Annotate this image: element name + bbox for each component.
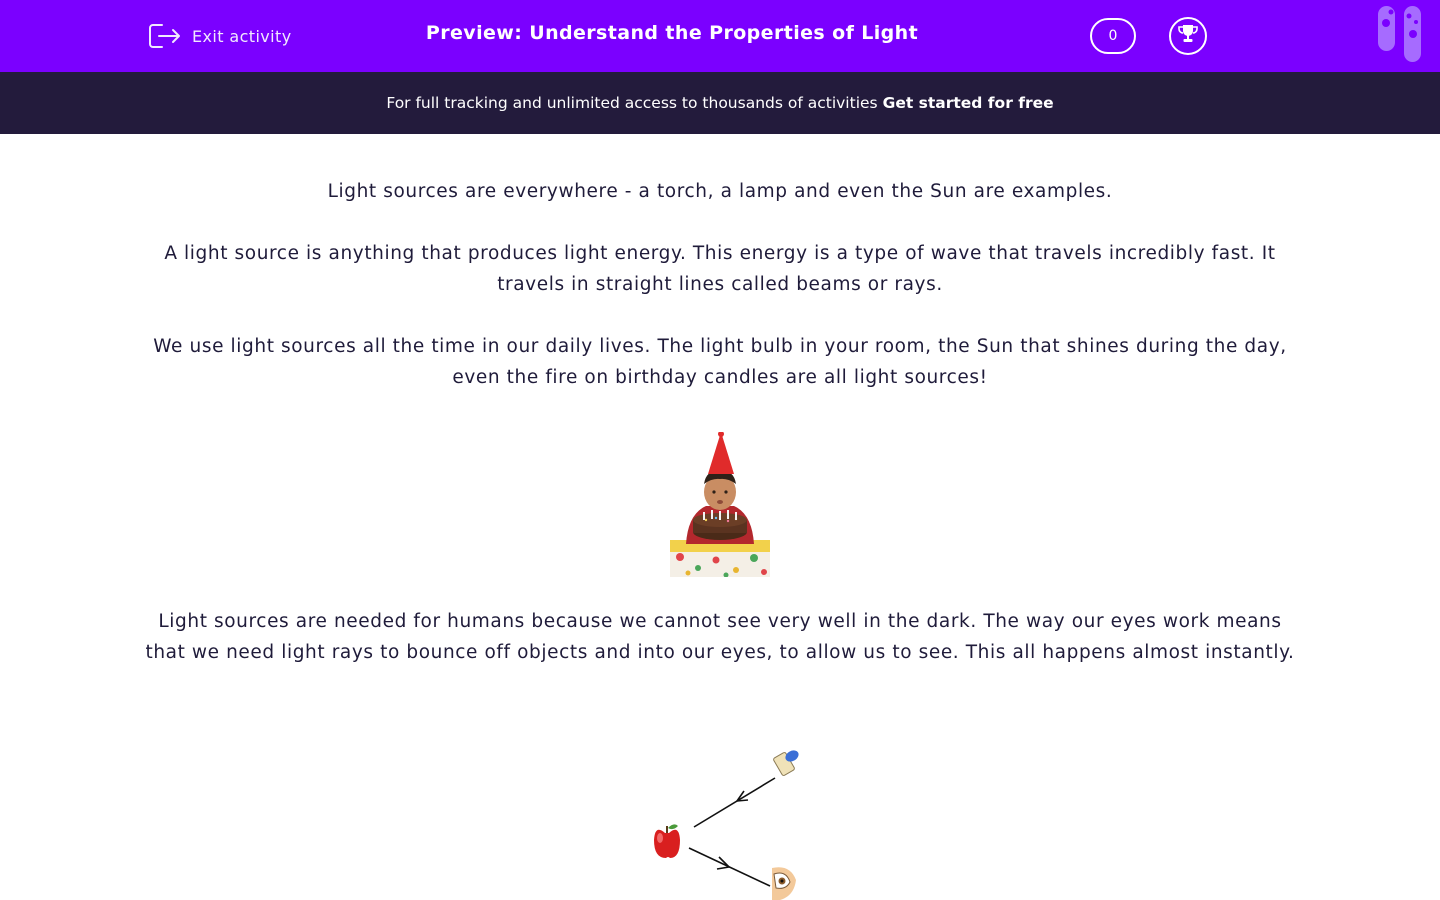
exit-door-icon [148, 22, 182, 50]
paragraph-intro: Light sources are everywhere - a torch, a lamp and even the Sun are examples. [327, 181, 1113, 202]
paragraph-seeing: Light sources are needed for humans because we cannot see very well in the dark. The way our eyes work means that we need light rays to bounce off objects and into our eyes, to allow us to see. This all happens almost instantly. [145, 611, 1295, 663]
exit-activity-button[interactable] [148, 20, 292, 52]
birthday-child-image [670, 432, 770, 577]
upsell-banner [0, 72, 1440, 134]
lesson-content-continued [140, 606, 1300, 699]
lesson-content [140, 176, 1300, 424]
banner-text: For full tracking and unlimited access to thousands of activities [386, 94, 878, 112]
test-tubes-logo-icon [1376, 6, 1424, 64]
trophy-button[interactable] [1169, 17, 1207, 55]
page-title: Preview: Understand the Properties of Light [425, 22, 919, 44]
score-badge: 0 [1090, 18, 1136, 54]
apple-icon [654, 824, 680, 858]
trophy-icon [1176, 22, 1200, 50]
eye-icon [772, 867, 796, 900]
light-ray-diagram [640, 740, 820, 900]
top-bar [0, 0, 1440, 72]
exit-activity-label: Exit activity [192, 26, 292, 46]
paragraph-daily-life: We use light sources all the time in our daily lives. The light bulb in your room, the Sun that shines during the day, even the fire on birthday candles are all light sources! [153, 336, 1287, 388]
torch-icon [773, 748, 801, 776]
paragraph-definition: A light source is anything that produces light energy. This energy is a type of wave that travels incredibly fast. It travels in straight lines called beams or rays. [164, 243, 1276, 295]
get-started-link[interactable]: Get started for free [882, 94, 1054, 112]
